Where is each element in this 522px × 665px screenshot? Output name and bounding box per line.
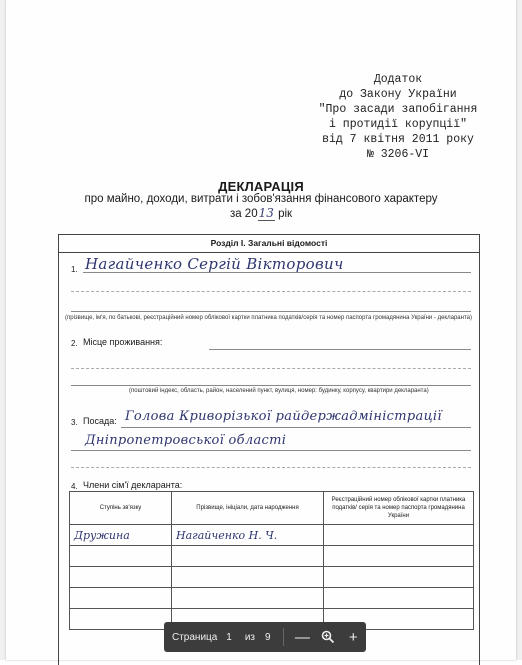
document-page [6, 0, 516, 660]
law-appendix-header [288, 72, 508, 162]
year-suffix: рік [278, 208, 293, 220]
column-header: Ступінь зв'язку [70, 492, 172, 525]
header-line: від 7 квітня 2011 року [322, 133, 474, 146]
fill-line [121, 427, 471, 428]
table-row [70, 567, 474, 588]
declarant-name-handwritten: Нагайченко Сергій Вікторович [85, 255, 344, 273]
table-cell [70, 588, 172, 609]
page-label: Страница [172, 631, 218, 643]
table-cell [172, 567, 324, 588]
header-line: Додаток [373, 73, 423, 86]
item3-number: 3. [71, 418, 78, 427]
item2-caption: (поштовий індекс, область, район, населений пункт, вулиця, номер: будинку, корпусу, квартири декларанта) [129, 388, 429, 394]
item4-number: 4. [71, 482, 78, 491]
pdf-viewer-toolbar [164, 622, 366, 652]
declaration-subtitle: про майно, доходи, витрати і зобов'язання фінансового характеру [84, 193, 438, 205]
table-row [70, 546, 474, 567]
table-cell: Дружина [70, 525, 172, 546]
item3-label: Посада: [83, 416, 117, 426]
table-cell [172, 588, 324, 609]
of-label: из [244, 631, 255, 643]
fill-line [71, 311, 471, 312]
toolbar-divider [283, 628, 284, 646]
header-line: і протидії корупції" [328, 118, 468, 131]
table-cell [70, 567, 172, 588]
table-cell [324, 567, 474, 588]
table-row [70, 525, 474, 546]
header-line: до Закону України [339, 88, 457, 101]
zoom-out-button[interactable] [290, 622, 315, 652]
declaration-title: ДЕКЛАРАЦІЯ [218, 179, 304, 194]
plus-icon: + [348, 628, 358, 646]
fill-line [71, 291, 471, 292]
table-cell [324, 525, 474, 546]
position-handwritten-line1: Голова Криворізької райдержадміністрації [125, 409, 442, 424]
item4-label: Члени сім'ї декларанта: [83, 480, 183, 490]
table-cell [70, 609, 172, 630]
item1-caption: (прізвище, ім'я, по батькові, реєстраційний номер облікової картки платника податків/серія та номер паспорта громадянина України - декларанта) [65, 315, 472, 321]
zoom-button[interactable] [315, 622, 340, 652]
table-cell [70, 546, 172, 567]
item2-label: Місце проживання: [83, 337, 163, 347]
table-cell: Нагайченко Н. Ч. [172, 525, 324, 546]
column-header: Реєстраційний номер облікової картки платника податків/ серія та номер паспорта громадянина України [324, 492, 474, 525]
family-members-table [69, 491, 474, 630]
table-cell [324, 546, 474, 567]
fill-line [209, 349, 471, 350]
header-line: № 3206-VI [366, 148, 430, 161]
year-handwritten: 13 [258, 206, 274, 220]
fill-line [71, 385, 471, 386]
fill-line [71, 368, 471, 369]
magnifier-icon [321, 630, 335, 644]
zoom-in-button[interactable] [341, 622, 366, 652]
fill-line [71, 450, 471, 451]
declaration-year-line [6, 206, 516, 220]
total-pages: 9 [265, 631, 271, 643]
table-cell [172, 546, 324, 567]
year-prefix: за 20 [229, 208, 258, 220]
section-heading: Розділ І. Загальні відомості [59, 235, 479, 253]
header-line: "Про засади запобігання [318, 103, 478, 116]
current-page-input[interactable]: 1 [226, 631, 232, 643]
fill-line [71, 467, 471, 468]
table-header-row [70, 492, 474, 525]
table-cell [324, 588, 474, 609]
table-row [70, 588, 474, 609]
minus-icon: — [294, 628, 310, 646]
section-general-info [58, 234, 480, 665]
column-header: Прізвище, ініціали, дата народження [172, 492, 324, 525]
item2-number: 2. [71, 339, 78, 348]
fill-line [83, 272, 471, 273]
position-handwritten-line2: Дніпропетровської області [85, 433, 287, 448]
item1-number: 1. [71, 265, 78, 274]
